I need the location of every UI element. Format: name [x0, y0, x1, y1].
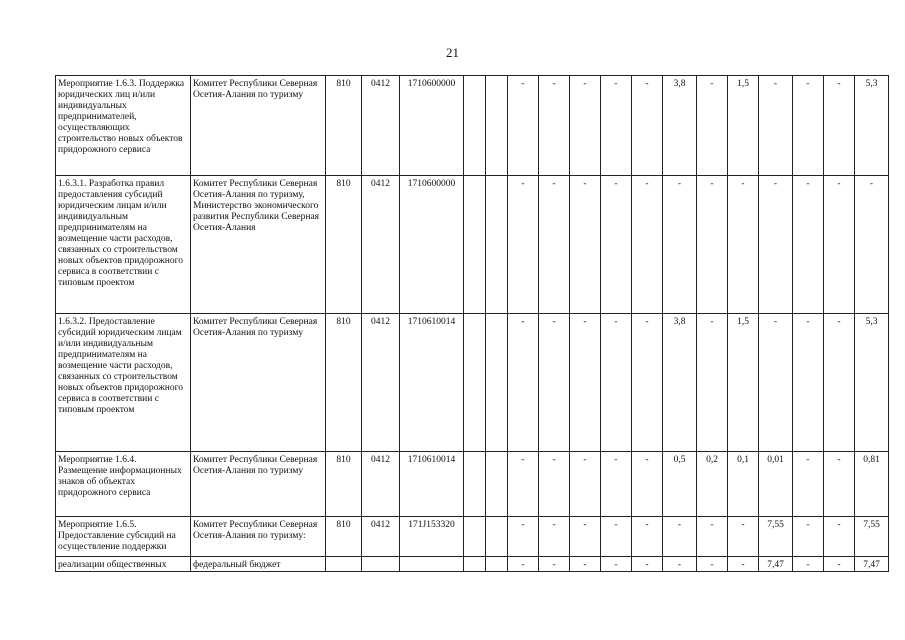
year-value-cell: - [697, 557, 728, 572]
grbs-code-cell: 810 [326, 314, 362, 452]
year-value-cell: - [539, 314, 570, 452]
year-value-cell: 1,5 [728, 76, 759, 176]
csr-code-cell: 171J153320 [400, 517, 464, 557]
year-value-cell: - [632, 517, 663, 557]
year-value-cell: 0,5 [663, 452, 697, 517]
year-value-cell: - [824, 76, 855, 176]
year-value-cell: - [793, 76, 824, 176]
grbs-code-cell: 810 [326, 517, 362, 557]
year-value-cell: - [539, 176, 570, 314]
executor-cell: Комитет Республики Северная Осетия-Алания по туризму [191, 452, 326, 517]
year-value-cell: - [508, 76, 539, 176]
measure-name-cell: Мероприятие 1.6.4. Размещение информационных знаков об объектах придорожного сервиса [56, 452, 191, 517]
year-value-cell: - [539, 557, 570, 572]
csr-code-cell: 1710610014 [400, 452, 464, 517]
year-value-cell: - [632, 452, 663, 517]
vr-code-cell [464, 176, 486, 314]
vr-code-cell [464, 452, 486, 517]
table-row [56, 314, 889, 452]
year-value-cell: - [570, 76, 601, 176]
empty-cell [486, 452, 508, 517]
vr-code-cell [464, 314, 486, 452]
year-value-cell: - [508, 452, 539, 517]
year-value-cell: - [697, 314, 728, 452]
rzpr-code-cell: 0412 [362, 176, 400, 314]
total-cell: 5,3 [855, 314, 889, 452]
year-value-cell: - [728, 557, 759, 572]
rzpr-code-cell: 0412 [362, 314, 400, 452]
year-value-cell: - [508, 176, 539, 314]
table-row [56, 176, 889, 314]
year-value-cell: - [508, 557, 539, 572]
executor-cell: Комитет Республики Северная Осетия-Алания по туризму [191, 76, 326, 176]
vr-code-cell [464, 517, 486, 557]
year-value-cell: 7,55 [759, 517, 793, 557]
table-row [56, 517, 889, 557]
year-value-cell: - [601, 314, 632, 452]
year-value-cell: - [759, 76, 793, 176]
measure-name-cell: Мероприятие 1.6.5. Предоставление субсидий на осуществление поддержки [56, 517, 191, 557]
year-value-cell: - [601, 176, 632, 314]
year-value-cell: - [508, 517, 539, 557]
grbs-code-cell: 810 [326, 176, 362, 314]
executor-cell: федеральный бюджет [191, 557, 326, 572]
year-value-cell: - [793, 452, 824, 517]
year-value-cell: - [759, 176, 793, 314]
year-value-cell: - [570, 176, 601, 314]
year-value-cell: - [632, 557, 663, 572]
grbs-code-cell [326, 557, 362, 572]
total-cell: - [855, 176, 889, 314]
year-value-cell: - [793, 557, 824, 572]
vr-code-cell [464, 557, 486, 572]
grbs-code-cell: 810 [326, 452, 362, 517]
csr-code-cell [400, 557, 464, 572]
csr-code-cell: 1710610014 [400, 314, 464, 452]
year-value-cell: - [601, 557, 632, 572]
year-value-cell: - [601, 76, 632, 176]
grbs-code-cell: 810 [326, 76, 362, 176]
year-value-cell: 1,5 [728, 314, 759, 452]
year-value-cell: 0,01 [759, 452, 793, 517]
total-cell: 0,81 [855, 452, 889, 517]
measure-name-cell: реализации общественных [56, 557, 191, 572]
year-value-cell: - [663, 517, 697, 557]
year-value-cell: - [539, 76, 570, 176]
year-value-cell: - [824, 452, 855, 517]
year-value-cell: - [697, 176, 728, 314]
year-value-cell: 0,2 [697, 452, 728, 517]
csr-code-cell: 1710600000 [400, 76, 464, 176]
year-value-cell: - [728, 517, 759, 557]
year-value-cell: - [824, 176, 855, 314]
year-value-cell: 3,8 [663, 76, 697, 176]
year-value-cell: - [539, 452, 570, 517]
year-value-cell: - [824, 314, 855, 452]
year-value-cell: 0,1 [728, 452, 759, 517]
vr-code-cell [464, 76, 486, 176]
year-value-cell: - [570, 452, 601, 517]
empty-cell [486, 557, 508, 572]
year-value-cell: - [508, 314, 539, 452]
page-number: 21 [446, 45, 459, 60]
measure-name-cell: Мероприятие 1.6.3. Поддержка юридических лиц и/или индивидуальных предпринимателей, осуществляющих строительство новых объектов придорожного сервиса [56, 76, 191, 176]
year-value-cell: - [697, 517, 728, 557]
budget-table [55, 75, 889, 572]
csr-code-cell: 1710600000 [400, 176, 464, 314]
year-value-cell: - [570, 517, 601, 557]
year-value-cell: - [570, 557, 601, 572]
year-value-cell: - [759, 314, 793, 452]
table-row [56, 452, 889, 517]
year-value-cell: - [663, 176, 697, 314]
empty-cell [486, 76, 508, 176]
year-value-cell: - [601, 517, 632, 557]
year-value-cell: - [632, 76, 663, 176]
year-value-cell: - [601, 452, 632, 517]
rzpr-code-cell: 0412 [362, 76, 400, 176]
year-value-cell: 7,47 [759, 557, 793, 572]
measure-name-cell: 1.6.3.2. Предоставление субсидий юридическим лицам и/или индивидуальным предпринимателям на возмещение части расходов, связанных со строительством новых объектов придорожного сервиса в соответствии с типовым проектом [56, 314, 191, 452]
year-value-cell: - [663, 557, 697, 572]
executor-cell: Комитет Республики Северная Осетия-Алания по туризму: [191, 517, 326, 557]
year-value-cell: - [793, 176, 824, 314]
executor-cell: Комитет Республики Северная Осетия-Алания по туризму [191, 314, 326, 452]
empty-cell [486, 176, 508, 314]
rzpr-code-cell [362, 557, 400, 572]
table-row [56, 557, 889, 572]
year-value-cell: 3,8 [663, 314, 697, 452]
empty-cell [486, 517, 508, 557]
total-cell: 7,55 [855, 517, 889, 557]
year-value-cell: - [570, 314, 601, 452]
year-value-cell: - [824, 517, 855, 557]
total-cell: 7,47 [855, 557, 889, 572]
executor-cell: Комитет Республики Северная Осетия-Алания по туризму, Министерство экономического развития Республики Северная Осетия-Алания [191, 176, 326, 314]
year-value-cell: - [824, 557, 855, 572]
year-value-cell: - [697, 76, 728, 176]
empty-cell [486, 314, 508, 452]
year-value-cell: - [793, 314, 824, 452]
table-row [56, 76, 889, 176]
year-value-cell: - [539, 517, 570, 557]
year-value-cell: - [632, 314, 663, 452]
year-value-cell: - [632, 176, 663, 314]
rzpr-code-cell: 0412 [362, 452, 400, 517]
year-value-cell: - [728, 176, 759, 314]
year-value-cell: - [793, 517, 824, 557]
rzpr-code-cell: 0412 [362, 517, 400, 557]
total-cell: 5,3 [855, 76, 889, 176]
measure-name-cell: 1.6.3.1. Разработка правил предоставления субсидий юридическим лицам и/или индивидуальным предпринимателям на возмещение части расходов, связанных со строительством новых объектов придорожного сервиса в соответствии с типовым проектом [56, 176, 191, 314]
